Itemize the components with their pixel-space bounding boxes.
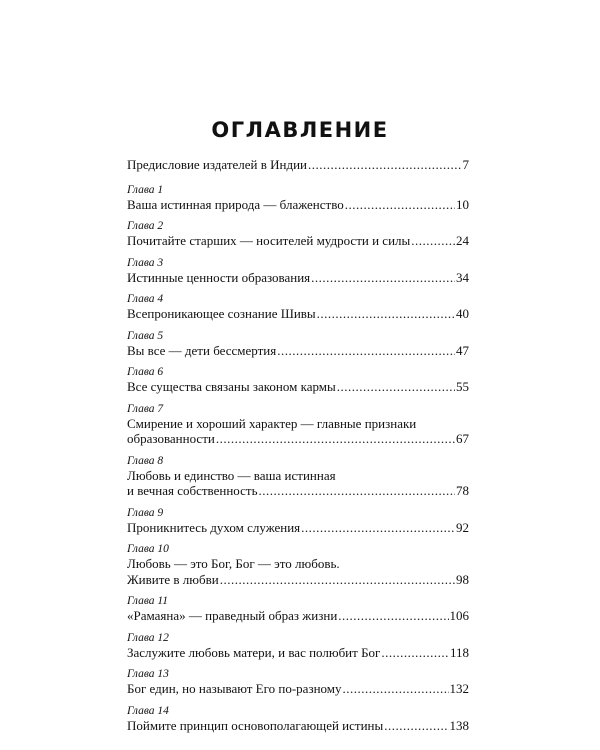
toc-entry-title-line: Смирение и хороший характер — главные признаки bbox=[127, 415, 417, 431]
dot-leader bbox=[343, 681, 449, 697]
toc-leader-line bbox=[127, 233, 469, 249]
toc-leader-line bbox=[127, 343, 469, 359]
chapter-label: Глава 14 bbox=[127, 704, 169, 717]
toc-entry-chapter bbox=[127, 507, 469, 536]
toc-entry-title: Живите в любви bbox=[127, 571, 219, 587]
dot-leader bbox=[345, 197, 455, 213]
page-number: 34 bbox=[456, 269, 469, 285]
chapter-label: Глава 4 bbox=[127, 293, 164, 305]
toc-entry-title: Почитайте старших — носителей мудрости и силы bbox=[127, 233, 411, 248]
toc-entry-title: Ваша истинная природа — блаженство bbox=[127, 196, 344, 212]
page-number: 10 bbox=[456, 196, 469, 212]
toc-entry-title: Проникнитесь духом служения bbox=[127, 519, 301, 535]
page-number: 78 bbox=[456, 483, 469, 498]
dot-leader bbox=[259, 483, 456, 499]
toc-entry-chapter bbox=[127, 632, 469, 661]
page-number: 47 bbox=[456, 342, 469, 358]
chapter-label: Глава 2 bbox=[127, 220, 164, 232]
toc-entry-title: Истинные ценности образования bbox=[127, 269, 311, 285]
page-number: 98 bbox=[456, 571, 469, 587]
toc-leader-line bbox=[127, 306, 469, 322]
toc-leader-line bbox=[127, 270, 469, 286]
page-number: 132 bbox=[449, 681, 469, 696]
page-number: 106 bbox=[449, 608, 469, 623]
page-number: 40 bbox=[456, 306, 469, 321]
toc-entry-chapter bbox=[127, 330, 469, 359]
page-number: 67 bbox=[456, 431, 469, 446]
toc-entry-title: и вечная собственность bbox=[127, 483, 258, 498]
chapter-label: Глава 3 bbox=[127, 256, 164, 269]
toc-leader-line bbox=[127, 681, 469, 697]
toc-leader-line bbox=[127, 645, 469, 661]
dot-leader bbox=[220, 572, 455, 588]
toc-entry-title: Вы все — дети бессмертия bbox=[127, 342, 277, 358]
dot-leader bbox=[337, 379, 455, 395]
dot-leader bbox=[381, 645, 449, 661]
toc-entry-chapter bbox=[127, 184, 469, 213]
toc-entry-chapter bbox=[127, 366, 469, 395]
toc-leader-line bbox=[127, 520, 469, 536]
toc-entry-chapter bbox=[127, 668, 469, 697]
toc-entry-title: Поймите принцип основополагающей истины bbox=[127, 717, 384, 733]
toc-entry-title: образованности bbox=[127, 431, 215, 446]
page-number: 55 bbox=[456, 379, 469, 394]
page-number: 24 bbox=[456, 233, 469, 248]
toc-leader-line bbox=[127, 608, 469, 624]
toc-entry-title: Всепроникающее сознание Шивы bbox=[127, 306, 316, 321]
toc-entry-chapter bbox=[127, 595, 469, 624]
chapter-list bbox=[127, 184, 469, 734]
page-title: ОГЛАВЛЕНИЕ bbox=[211, 118, 389, 142]
chapter-label: Глава 10 bbox=[127, 543, 169, 555]
toc-entry-title: Бог един, но называют Его по-разному bbox=[127, 681, 342, 696]
toc-entry-title: «Рамаяна» — праведный образ жизни bbox=[127, 608, 338, 623]
dot-leader bbox=[384, 718, 448, 734]
toc-entry-title-line: Любовь и единство — ваша истинная bbox=[127, 467, 336, 483]
chapter-label: Глава 8 bbox=[127, 454, 164, 467]
toc-entry-title-line: Любовь — это Бог, Бог — это любовь. bbox=[127, 556, 340, 571]
chapter-label: Глава 13 bbox=[127, 668, 169, 680]
toc-entry-title: Все существа связаны законом кармы bbox=[127, 379, 336, 394]
chapter-label: Глава 1 bbox=[127, 183, 164, 196]
dot-leader bbox=[338, 608, 448, 624]
toc-leader-line bbox=[127, 718, 469, 734]
toc-leader-line bbox=[127, 483, 469, 499]
toc-entry-chapter bbox=[127, 543, 469, 587]
toc-entry-chapter bbox=[127, 220, 469, 249]
table-of-contents bbox=[127, 157, 469, 741]
chapter-label: Глава 9 bbox=[127, 506, 164, 519]
dot-leader bbox=[277, 343, 455, 359]
chapter-label: Глава 12 bbox=[127, 631, 169, 644]
chapter-label: Глава 6 bbox=[127, 366, 164, 378]
toc-entry-chapter bbox=[127, 705, 469, 734]
dot-leader bbox=[311, 270, 455, 286]
toc-leader-line bbox=[127, 197, 469, 213]
toc-entry-chapter bbox=[127, 293, 469, 322]
page-number: 138 bbox=[449, 717, 469, 733]
toc-entry-title: Заслужите любовь матери, и вас полюбит Бог bbox=[127, 644, 381, 660]
toc-entry-preface bbox=[127, 157, 469, 173]
chapter-label: Глава 7 bbox=[127, 402, 164, 415]
dot-leader bbox=[317, 306, 455, 322]
toc-leader-line bbox=[127, 572, 469, 588]
dot-leader bbox=[301, 520, 455, 536]
page-number: 118 bbox=[449, 644, 469, 660]
chapter-label: Глава 5 bbox=[127, 329, 164, 342]
toc-leader-line bbox=[127, 379, 469, 395]
toc-leader-line bbox=[127, 431, 469, 447]
toc-entry-title: Предисловие издателей в Индии bbox=[127, 157, 308, 172]
chapter-label: Глава 11 bbox=[127, 595, 169, 607]
dot-leader bbox=[411, 233, 455, 249]
toc-entry-chapter bbox=[127, 403, 469, 447]
dot-leader bbox=[216, 431, 455, 447]
page-number: 92 bbox=[456, 519, 469, 535]
page-number: 7 bbox=[462, 157, 469, 172]
dot-leader bbox=[308, 157, 461, 173]
toc-entry-chapter bbox=[127, 455, 469, 499]
toc-leader-line bbox=[127, 157, 469, 173]
toc-entry-chapter bbox=[127, 257, 469, 286]
